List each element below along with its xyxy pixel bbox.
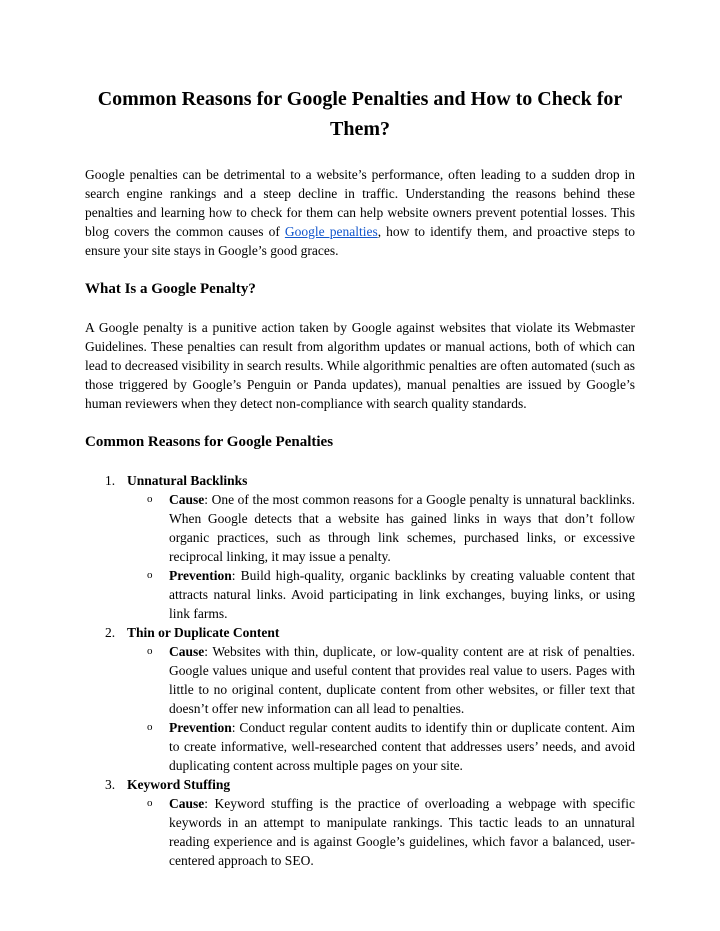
sub-list <box>127 794 635 870</box>
document-content <box>85 84 635 870</box>
bullet-icon: o <box>147 721 153 733</box>
sub-item-label: Prevention <box>169 568 232 583</box>
bullet-icon: o <box>147 493 153 505</box>
bullet-icon: o <box>147 797 153 809</box>
sub-list <box>127 642 635 775</box>
sub-item-label: Cause <box>169 796 205 811</box>
intro-text-before-link: Google penalties can be detrimental to a website’s performance, often leading to a sudden drop in search engine rankings and a steep decline in traffic. Understanding the reasons behind these penalties and learning how to check for them can help website owners prevent potential losses. This blog covers the common causes of <box>85 167 635 239</box>
sub-item-text: : Build high-quality, organic backlinks by creating valuable content that attracts natural links. Avoid participating in link exchanges, buying links, or using link farms. <box>169 568 635 621</box>
intro-paragraph <box>85 165 635 260</box>
google-penalties-link[interactable]: Google penalties <box>284 224 378 239</box>
list-item-title: Keyword Stuffing <box>127 777 231 792</box>
list-item-number: 1. <box>105 473 116 488</box>
sub-list-item <box>147 642 635 718</box>
list-item-number: 2. <box>105 625 116 640</box>
penalty-definition-paragraph: A Google penalty is a punitive action taken by Google against websites that violate its Webmaster Guidelines. These penalties can result from algorithm updates or manual actions, both of which can lead to decreased visibility in search results. While algorithmic penalties are often automated (such as those triggered by Google’s Penguin or Panda updates), manual penalties are issued by Google’s human reviewers when they detect non-compliance with search quality standards. <box>85 320 635 411</box>
sub-item-label: Cause <box>169 492 205 507</box>
sub-list-item <box>147 566 635 623</box>
list-item <box>85 623 635 775</box>
sub-item-text: : Keyword stuffing is the practice of overloading a webpage with specific keywords in an attempt to manipulate rankings. This tactic leads to an unnatural reading experience and is against Google’s guidelines, which favor a balanced, user-centered approach to SEO. <box>169 796 635 868</box>
list-item-title: Thin or Duplicate Content <box>127 625 280 640</box>
sub-list-item <box>147 718 635 775</box>
section-heading-common-reasons: Common Reasons for Google Penalties <box>85 434 334 450</box>
page-title: Common Reasons for Google Penalties and How to Check for Them? <box>97 88 623 140</box>
list-item-number: 3. <box>105 777 116 792</box>
sub-list-item <box>147 490 635 566</box>
bullet-icon: o <box>147 569 153 581</box>
sub-item-text: : Conduct regular content audits to identify thin or duplicate content. Aim to create informative, well-researched content that addresses users’ needs, and avoid duplicating content across multiple pages on your site. <box>169 720 635 773</box>
sub-item-text: : Websites with thin, duplicate, or low-quality content are at risk of penalties. Google values unique and useful content that provides real value to users. Pages with little to no original content, duplicate content from other websites, or filler text that doesn’t offer new information can all lead to penalties. <box>169 644 635 716</box>
list-item <box>85 471 635 623</box>
bullet-icon: o <box>147 645 153 657</box>
sub-list <box>127 490 635 623</box>
intro-text-after-link: , how to identify them, and proactive steps to ensure your site stays in Google’s good graces. <box>85 224 636 258</box>
sub-list-item <box>147 794 635 870</box>
list-item <box>85 775 635 870</box>
reasons-list <box>85 471 635 870</box>
list-item-title: Unnatural Backlinks <box>127 473 248 488</box>
sub-item-label: Prevention <box>169 720 232 735</box>
sub-item-label: Cause <box>169 644 205 659</box>
section-heading-what-is-penalty: What Is a Google Penalty? <box>85 281 256 297</box>
sub-item-text: : One of the most common reasons for a Google penalty is unnatural backlinks. When Google detects that a website has gained links in ways that don’t follow organic practices, such as through link schemes, purchased links, or excessive reciprocal linking, it may issue a penalty. <box>169 492 635 564</box>
